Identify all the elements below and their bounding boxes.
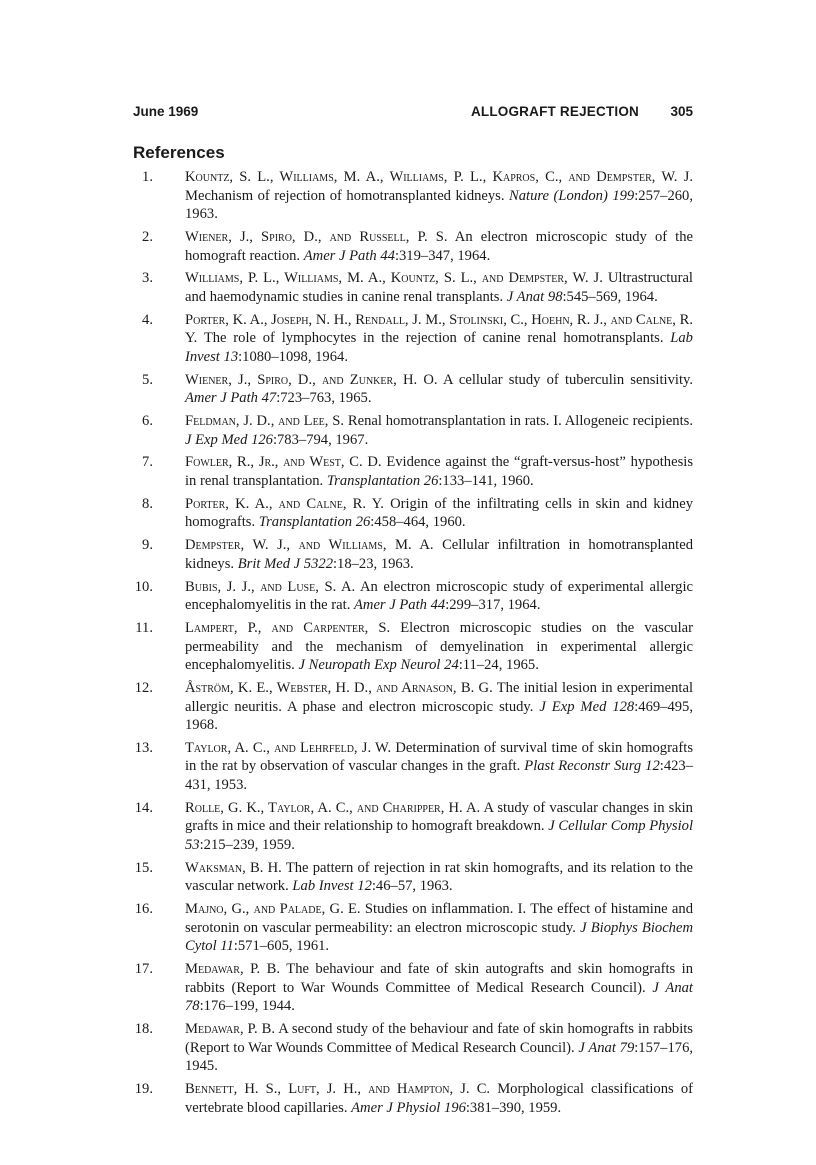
reference-authors: Rolle, G. K., Taylor, A. C., and Charipper, H. A. (185, 799, 481, 816)
reference-authors: Porter, K. A., Joseph, N. H., Rendall, J. M., Stolinski, C., Hoehn, R. J., and Calne, R. Y. (185, 311, 693, 347)
reference-number: 6. (142, 413, 153, 430)
reference-authors: Porter, K. A., and Calne, R. Y. (185, 495, 384, 512)
reference-volume: 13 (223, 348, 239, 365)
reference-journal: Amer J Path (185, 390, 258, 407)
reference-number: 3. (142, 270, 153, 287)
reference-number: 17. (134, 961, 153, 978)
reference-volume: 12 (357, 878, 372, 895)
page-number: 305 (670, 104, 693, 119)
reference-journal: Transplantation (326, 473, 421, 490)
reference-title: A study of vascular changes in skin grafts in mice and their relationship to homograft breakdown. (185, 799, 693, 835)
reference-title: Mechanism of rejection of homotransplanted kidneys. (185, 187, 505, 204)
reference-number: 4. (142, 311, 153, 328)
reference-pages-year: :423–431, 1953. (185, 758, 694, 794)
reference-title: The pattern of rejection in rat skin homografts, and its relation to the vascular network. (185, 859, 693, 895)
reference-number: 1. (142, 169, 153, 185)
reference-journal: Nature (London) (509, 187, 608, 204)
reference-journal: J Biophys Biochem Cytol (185, 919, 693, 955)
reference-title: The behaviour and fate of skin autografts and skin homografts in rabbits (Report to War Wounds Committee of Medical Research Council). (185, 961, 693, 996)
reference-title: Determination of survival time of skin homografts in the rat by observation of vascular changes in the graft. (185, 739, 693, 775)
reference-title: An electron microscopic study of the homograft reaction. (185, 228, 694, 264)
reference-pages-year: :783–794, 1967. (272, 431, 369, 448)
reference-pages-year: :46–57, 1963. (371, 878, 453, 895)
reference-journal: Transplantation (258, 514, 353, 531)
reference-item (133, 269, 693, 306)
reference-item (133, 536, 693, 573)
reference-volume: 5322 (303, 555, 333, 572)
reference-item (133, 228, 693, 265)
reference-number: 5. (142, 371, 153, 388)
reference-number: 18. (134, 1021, 153, 1038)
reference-pages-year: :571–605, 1961. (233, 938, 330, 955)
reference-pages-year: :469–495, 1968. (185, 698, 693, 734)
reference-authors: Taylor, A. C., and Lehrfeld, J. W. (185, 739, 392, 756)
reference-authors: Dempster, W. J., and Williams, M. A. (185, 537, 434, 554)
reference-volume: 11 (220, 938, 234, 955)
reference-pages-year: :257–260, 1963. (185, 187, 693, 223)
reference-journal: Lab Invest (292, 878, 354, 895)
reference-journal: Amer J Path (303, 247, 377, 264)
reference-volume: 128 (612, 698, 635, 715)
reference-title: Morphological classifications of vertebrate blood capillaries. (185, 1081, 693, 1116)
reference-number: 19. (134, 1081, 153, 1098)
reference-item (133, 960, 693, 1016)
reference-authors: Waksman, B. H. (185, 859, 282, 876)
header-date: June 1969 (133, 104, 199, 119)
reference-pages-year: :381–390, 1959. (465, 1099, 562, 1116)
reference-number: 7. (142, 454, 153, 471)
reference-item (133, 168, 693, 224)
reference-title: A cellular study of tuberculin sensitivity. (442, 371, 694, 388)
reference-journal: J Exp Med (185, 431, 248, 448)
reference-item (133, 1020, 693, 1076)
reference-item (133, 311, 693, 367)
reference-item (133, 859, 693, 896)
reference-volume: 53 (185, 837, 200, 854)
reference-journal: J Anat (506, 288, 545, 305)
reference-pages-year: :176–199, 1944. (199, 998, 295, 1015)
section-heading: References (133, 143, 225, 162)
reference-list (133, 168, 693, 1121)
reference-item (133, 412, 693, 449)
reference-volume: 44 (380, 247, 395, 264)
reference-title: Origin of the infiltrating cells in skin and kidney homografts. (185, 495, 693, 531)
reference-authors: Bubis, J. J., and Luse, S. A. (185, 578, 356, 595)
reference-authors: Feldman, J. D., and Lee, S. (185, 413, 345, 430)
reference-item (133, 453, 693, 490)
reference-volume: 44 (430, 597, 446, 614)
reference-journal: Lab Invest (185, 330, 693, 365)
reference-authors: Wiener, J., Spiro, D., and Zunker, H. O. (185, 371, 438, 388)
reference-pages-year: :18–23, 1963. (332, 555, 414, 572)
reference-title: The role of lymphocytes in the rejection of canine renal homotransplants. (203, 330, 664, 347)
reference-number: 15. (134, 859, 153, 876)
reference-item (133, 1080, 693, 1117)
reference-volume: 26 (423, 473, 439, 490)
reference-number: 16. (134, 901, 153, 918)
reference-volume: 24 (444, 657, 459, 674)
reference-volume: 78 (185, 998, 200, 1015)
reference-number: 10. (134, 578, 153, 595)
reference-title: Ultrastructural and haemodynamic studies in canine renal transplants. (185, 270, 693, 305)
reference-pages-year: :215–239, 1959. (199, 837, 295, 854)
reference-pages-year: :545–569, 1964. (562, 288, 658, 305)
reference-authors: Bennett, H. S., Luft, J. H., and Hampton, J. C. (185, 1081, 491, 1098)
reference-volume: 196 (443, 1099, 466, 1116)
reference-item (133, 619, 693, 675)
reference-journal: Amer J Path (354, 597, 427, 614)
reference-number: 12. (134, 679, 153, 696)
reference-title: An electron microscopic study of experimental allergic encephalomyelitis in the rat. (185, 578, 694, 614)
reference-authors: Medawar, P. B. (185, 961, 281, 978)
header-running-title: ALLOGRAFT REJECTION (470, 104, 639, 119)
reference-volume: 12 (645, 758, 660, 775)
reference-journal: J Neuropath Exp Neurol (298, 657, 441, 674)
reference-journal: Brit Med J (237, 555, 301, 572)
reference-pages-year: :157–176, 1945. (185, 1039, 694, 1075)
reference-number: 14. (134, 799, 153, 816)
reference-number: 13. (134, 739, 153, 756)
reference-title: Evidence against the “graft-versus-host” hypothesis in renal transplantation. (185, 454, 693, 490)
reference-number: 11. (135, 619, 153, 636)
reference-journal: Plast Reconstr Surg (524, 758, 642, 775)
reference-number: 2. (142, 228, 153, 245)
reference-title: Renal homotransplantation in rats. I. Allogeneic recipients. (347, 413, 693, 430)
reference-authors: Williams, P. L., Williams, M. A., Kountz, S. L., and Dempster, W. J. (185, 270, 603, 287)
reference-authors: Majno, G., and Palade, G. E. (185, 901, 361, 918)
reference-pages-year: :458–464, 1960. (370, 514, 466, 531)
reference-journal: Amer J Physiol (351, 1099, 441, 1116)
reference-item (133, 371, 693, 408)
reference-volume: 26 (355, 514, 371, 531)
reference-pages-year: :133–141, 1960. (438, 473, 534, 490)
reference-title: A second study of the behaviour and fate of skin homografts in rabbits (Report to War Wounds Committee of Medical Research Council). (185, 1021, 693, 1056)
reference-volume: 98 (547, 288, 563, 305)
reference-volume: 126 (251, 431, 273, 448)
reference-item (133, 900, 693, 956)
reference-journal: J Anat (578, 1039, 616, 1056)
reference-item (133, 679, 693, 735)
reference-volume: 199 (612, 187, 635, 204)
reference-authors: Kountz, S. L., Williams, M. A., Williams, P. L., Kapros, C., and Dempster, W. J. (185, 169, 693, 185)
reference-title: Studies on inflammation. I. The effect of histamine and serotonin on vascular permeability: an electron microscopic study. (185, 901, 693, 936)
reference-number: 8. (142, 495, 153, 512)
reference-pages-year: :299–317, 1964. (445, 597, 541, 614)
reference-item (133, 495, 693, 532)
reference-volume: 79 (619, 1039, 635, 1056)
reference-authors: Medawar, P. B. (185, 1021, 276, 1038)
reference-item (133, 739, 693, 795)
reference-journal: J Anat (652, 979, 693, 996)
reference-pages-year: :723–763, 1965. (276, 390, 372, 407)
reference-authors: Wiener, J., Spiro, D., and Russell, P. S. (185, 228, 448, 245)
reference-title: The initial lesion in experimental allergic neuritis. A phase and electron microscopic study. (185, 679, 693, 715)
reference-item (133, 578, 693, 615)
reference-journal: J Exp Med (539, 698, 607, 715)
reference-number: 9. (142, 537, 153, 554)
reference-authors: Åström, K. E., Webster, H. D., and Arnason, B. G. (185, 679, 493, 696)
reference-pages-year: :319–347, 1964. (394, 247, 491, 264)
reference-journal: J Cellular Comp Physiol (548, 818, 693, 835)
reference-pages-year: :11–24, 1965. (458, 657, 539, 674)
reference-item (133, 799, 693, 855)
reference-authors: Lampert, P., and Carpenter, S. (185, 619, 391, 636)
reference-title: Cellular infiltration in homotransplanted kidneys. (185, 537, 693, 572)
reference-authors: Fowler, R., Jr., and West, C. D. (185, 454, 382, 471)
running-header (133, 103, 693, 121)
reference-title: Electron microscopic studies on the vascular permeability and the mechanism of demyelination in experimental allergic encephalomyelitis. (185, 619, 693, 674)
reference-volume: 47 (261, 390, 277, 407)
reference-pages-year: :1080–1098, 1964. (238, 348, 348, 365)
